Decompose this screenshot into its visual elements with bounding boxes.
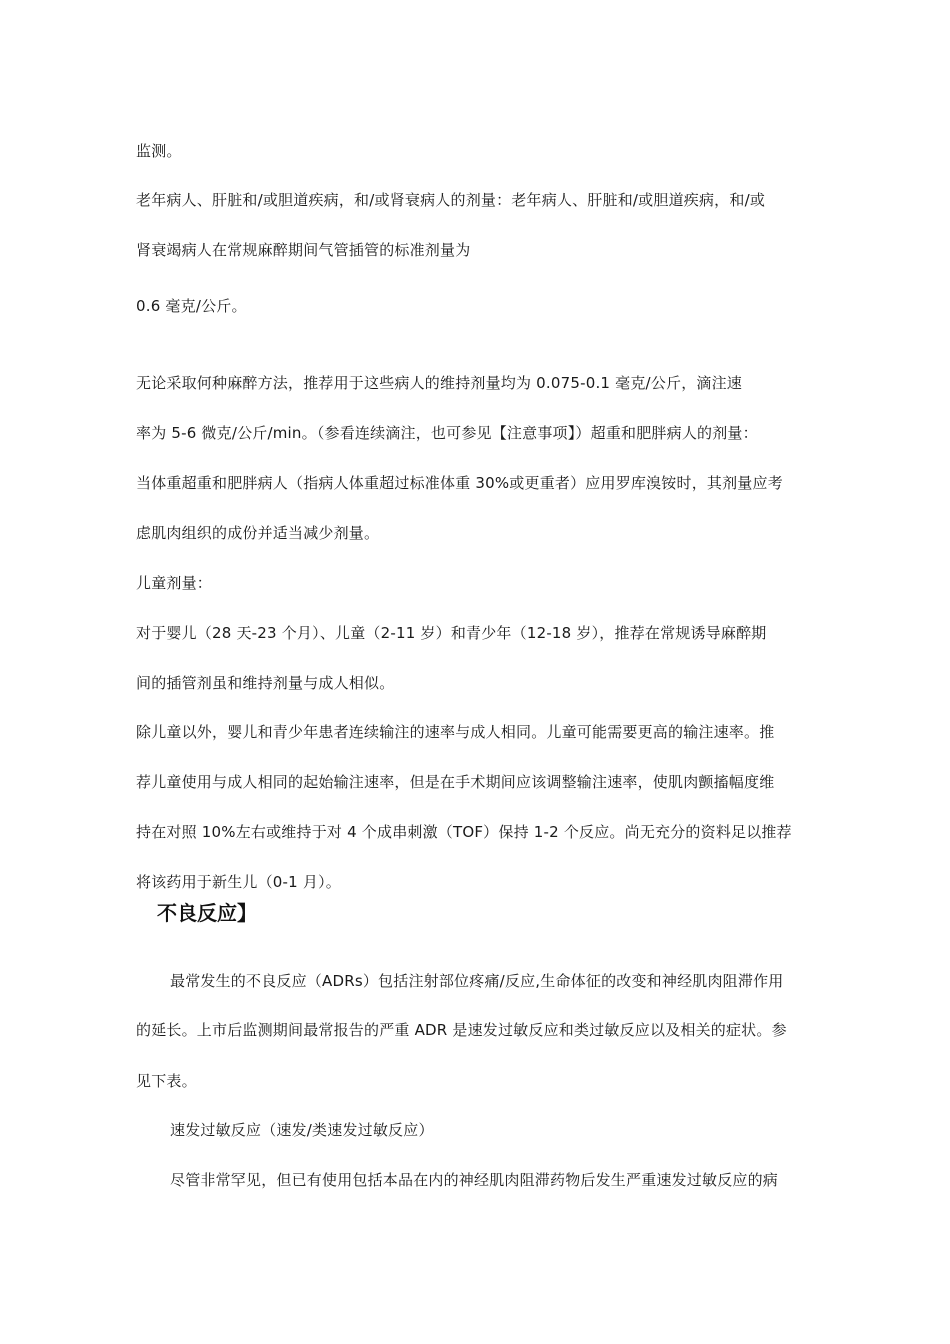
section-heading: 不良反应】 bbox=[157, 901, 257, 925]
text-line: 儿童剂量： bbox=[136, 574, 213, 592]
text-line: 肾衰竭病人在常规麻醉期间气管插管的标准剂量为 bbox=[136, 241, 471, 259]
text-line: 将该药用于新生儿（0-1 月）。 bbox=[136, 873, 341, 891]
text-line: 的延长。上市后监测期间最常报告的严重 ADR 是速发过敏反应和类过敏反应以及相关的症状。参 bbox=[136, 1021, 787, 1039]
text-line: 0.6 毫克/公斤。 bbox=[136, 297, 247, 315]
text-line: 速发过敏反应（速发/类速发过敏反应） bbox=[170, 1121, 434, 1139]
text-line: 虑肌肉组织的成份并适当减少剂量。 bbox=[136, 524, 380, 542]
text-line: 间的插管剂虽和维持剂量与成人相似。 bbox=[136, 674, 395, 692]
text-line: 见下表。 bbox=[136, 1072, 197, 1090]
text-line: 老年病人、肝脏和/或胆道疾病，和/或肾衰病人的剂量：老年病人、肝脏和/或胆道疾病，和/或 bbox=[136, 191, 766, 209]
text-line: 尽管非常罕见，但已有使用包括本品在内的神经肌肉阻滞药物后发生严重速发过敏反应的病 bbox=[170, 1171, 779, 1189]
text-line: 当体重超重和肥胖病人（指病人体重超过标准体重 30%或更重者）应用罗库溴铵时，其剂量应考 bbox=[136, 474, 783, 492]
text-line: 持在对照 10%左右或维持于对 4 个成串刺激（TOF）保持 1-2 个反应。尚无充分的资料足以推荐 bbox=[136, 823, 792, 841]
text-line: 无论采取何种麻醉方法，推荐用于这些病人的维持剂量均为 0.075-0.1 毫克/公斤，滴注速 bbox=[136, 374, 743, 392]
text-line: 率为 5-6 微克/公斤/min。（参看连续滴注，也可参见【注意事项】）超重和肥胖病人的剂量： bbox=[136, 424, 758, 442]
text-line: 监测。 bbox=[136, 142, 182, 160]
text-line: 荐儿童使用与成人相同的起始输注速率，但是在手术期间应该调整输注速率，使肌肉颤搐幅度维 bbox=[136, 773, 775, 791]
text-line: 对于婴儿（28 天-23 个月）、儿童（2-11 岁）和青少年（12-18 岁），推荐在常规诱导麻醉期 bbox=[136, 624, 767, 642]
text-line: 最常发生的不良反应（ADRs）包括注射部位疼痛/反应,生命体征的改变和神经肌肉阻滞作用 bbox=[170, 972, 784, 990]
text-line: 除儿童以外，婴儿和青少年患者连续输注的速率与成人相同。儿童可能需要更高的输注速率。推 bbox=[136, 723, 775, 741]
